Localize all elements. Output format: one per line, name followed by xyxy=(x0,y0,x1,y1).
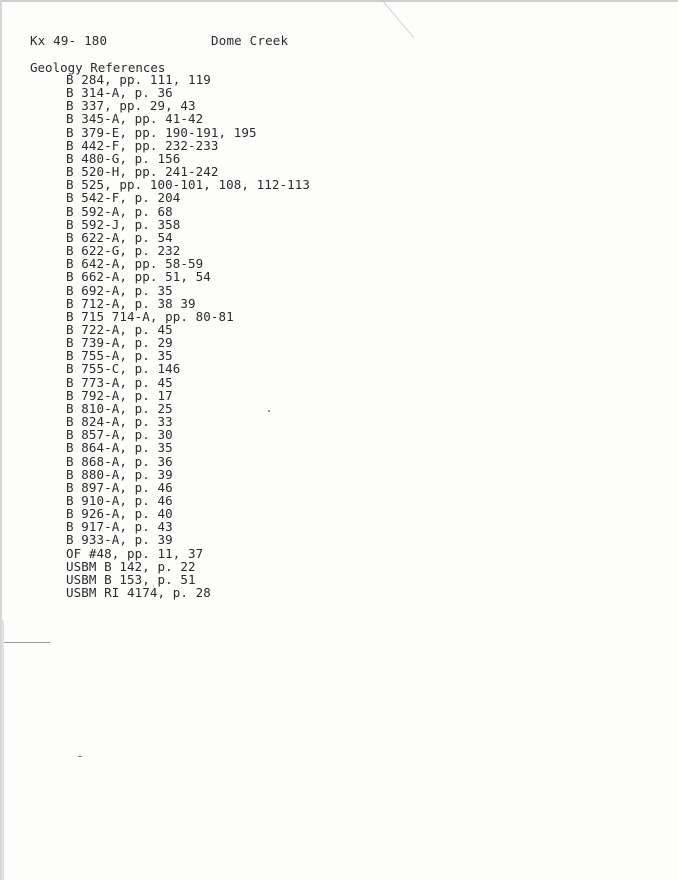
location-name: Dome Creek xyxy=(211,33,289,48)
reference-item: B 592-A, p. 68 xyxy=(66,203,173,219)
page-edge-top xyxy=(0,0,678,2)
margin-mark xyxy=(4,642,50,643)
reference-item: B 880-A, p. 39 xyxy=(66,466,173,482)
reference-item: B 284, pp. 111, 119 xyxy=(66,72,211,87)
reference-item: B 868-A, p. 36 xyxy=(66,453,173,469)
card-header xyxy=(30,33,630,51)
reference-item: B 755-C, p. 146 xyxy=(66,361,181,377)
reference-item: B 692-A, p. 35 xyxy=(66,282,173,298)
reference-item: B 933-A, p. 39 xyxy=(66,532,173,548)
reference-item: B 792-A, p. 17 xyxy=(66,387,173,403)
reference-item: B 897-A, p. 46 xyxy=(66,479,173,495)
section-title: Geology References xyxy=(30,60,166,75)
reference-item: B 926-A, p. 40 xyxy=(66,506,173,522)
reference-item: USBM B 142, p. 22 xyxy=(66,558,196,574)
reference-list xyxy=(66,73,310,599)
reference-item: B 722-A, p. 45 xyxy=(66,321,173,337)
reference-item: B 773-A, p. 45 xyxy=(66,374,173,390)
reference-item: B 592-J, p. 358 xyxy=(66,216,181,232)
reference-item: B 379-E, pp. 190-191, 195 xyxy=(66,124,257,140)
reference-item: B 864-A, p. 35 xyxy=(66,440,173,456)
reference-item: USBM B 153, p. 51 xyxy=(66,571,196,587)
reference-item: USBM RI 4174, p. 28 xyxy=(66,585,211,601)
reference-item: B 755-A, p. 35 xyxy=(66,348,173,364)
reference-item: OF #48, pp. 11, 37 xyxy=(66,545,204,561)
speck xyxy=(268,410,270,412)
reference-item: B 622-A, p. 54 xyxy=(66,229,173,245)
reference-item: B 824-A, p. 33 xyxy=(66,414,173,430)
reference-item: B 715 714-A, pp. 80-81 xyxy=(66,308,234,324)
reference-item: B 337, pp. 29, 43 xyxy=(66,98,196,114)
reference-item: B 542-F, p. 204 xyxy=(66,190,181,206)
reference-item: B 662-A, pp. 51, 54 xyxy=(66,269,211,285)
reference-item: B 525, pp. 100-101, 108, 112-113 xyxy=(66,177,311,193)
reference-item: B 520-H, pp. 241-242 xyxy=(66,164,219,180)
file-code: Kx 49- 180 xyxy=(30,33,108,48)
reference-item: B 917-A, p. 43 xyxy=(66,519,173,535)
page-edge-shadow xyxy=(2,620,4,880)
reference-item: B 739-A, p. 29 xyxy=(66,335,173,351)
reference-item: B 810-A, p. 25 xyxy=(66,400,173,416)
reference-item: B 480-G, p. 156 xyxy=(66,150,181,166)
reference-item: B 622-G, p. 232 xyxy=(66,243,181,259)
reference-item: B 910-A, p. 46 xyxy=(66,493,173,508)
reference-item: B 345-A, pp. 41-42 xyxy=(66,111,204,127)
reference-item: B 314-A, p. 36 xyxy=(66,85,173,101)
reference-item: B 442-F, pp. 232-233 xyxy=(66,137,219,153)
reference-item: B 712-A, p. 38 39 xyxy=(66,295,196,311)
speck xyxy=(78,756,82,757)
reference-item: B 857-A, p. 30 xyxy=(66,427,173,443)
reference-item: B 642-A, pp. 58-59 xyxy=(66,256,204,272)
